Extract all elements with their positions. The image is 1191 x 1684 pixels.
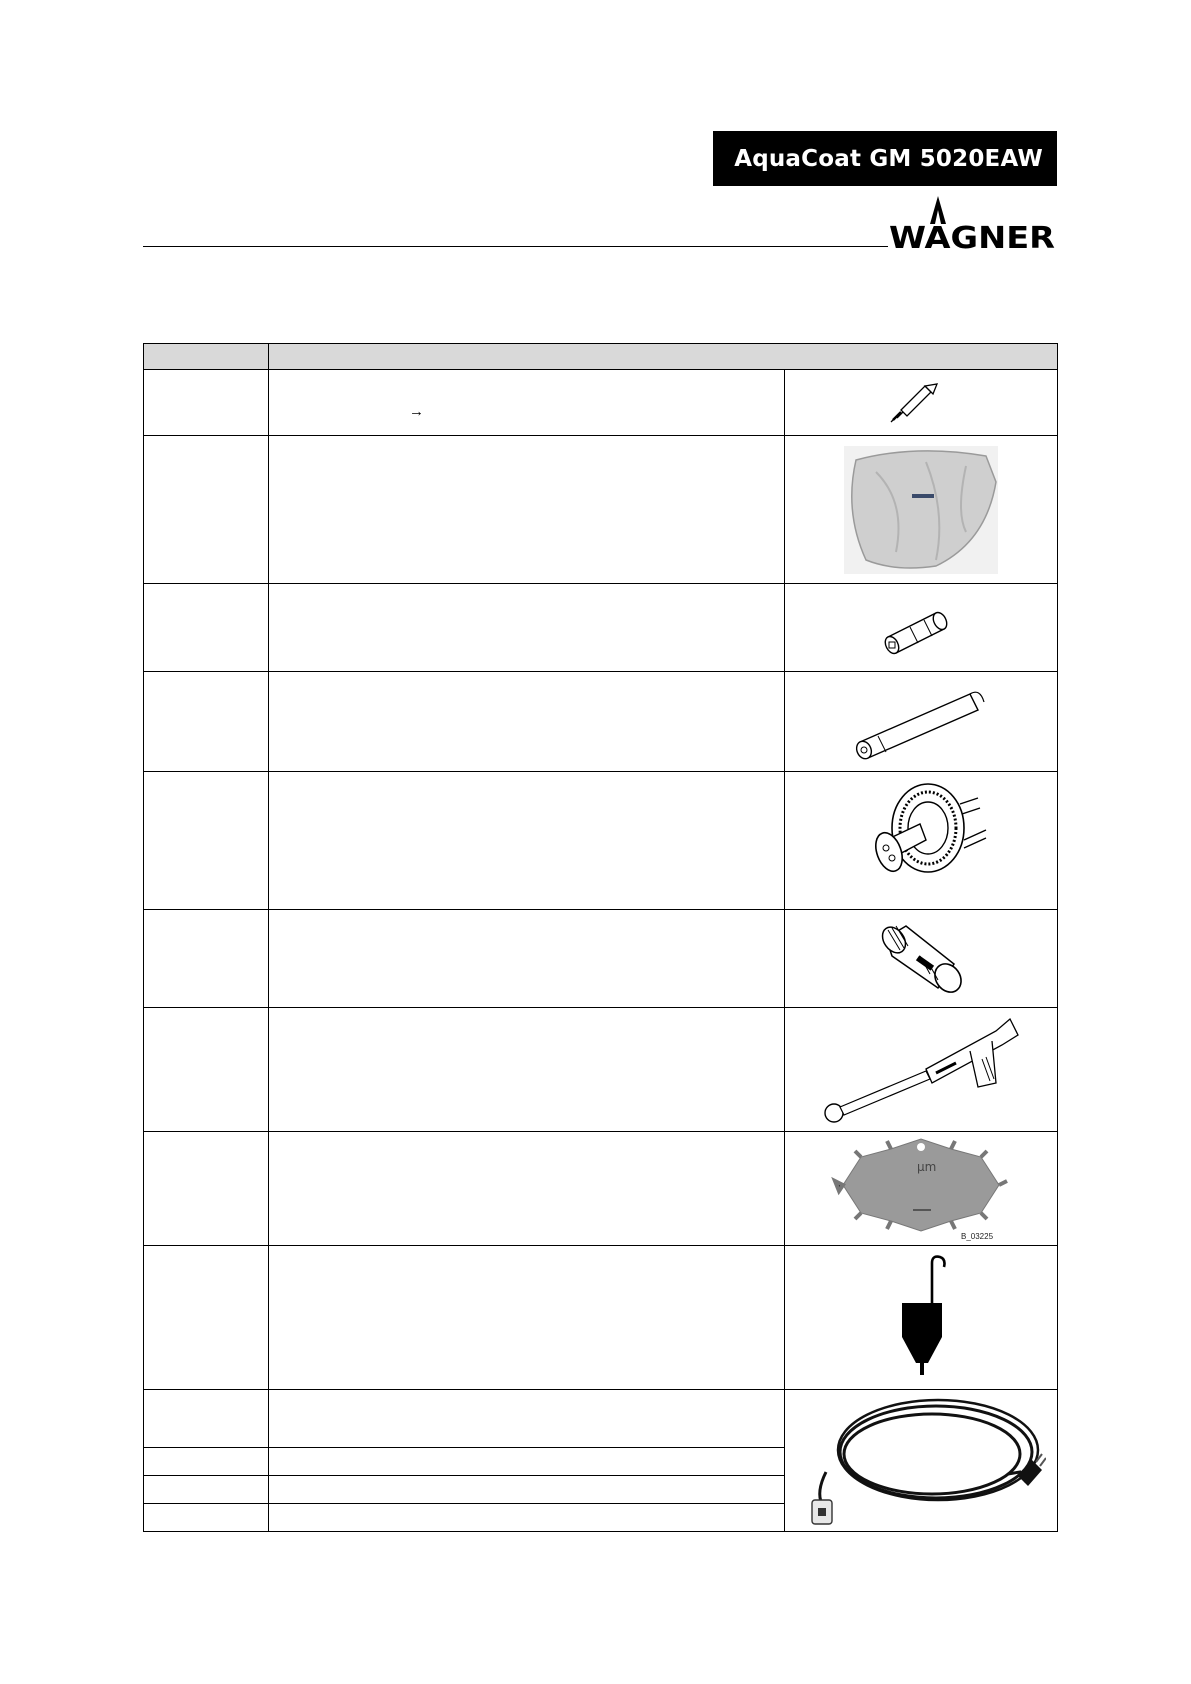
row-id [144, 1504, 269, 1532]
row-id [144, 672, 269, 772]
document-title: AquaCoat GM 5020EAW [713, 131, 1057, 186]
row-id [144, 1246, 269, 1390]
row-desc [269, 1390, 785, 1448]
filter-bag-icon [785, 436, 1058, 584]
svg-text:B_03225: B_03225 [961, 1231, 994, 1241]
row-id [144, 772, 269, 910]
row-desc [269, 1008, 785, 1132]
wagner-logo [888, 194, 1058, 250]
row-desc [269, 436, 785, 584]
thickness-gauge-icon [785, 1132, 1058, 1246]
header-rule [143, 246, 888, 247]
table-row [144, 672, 1058, 772]
row-id [144, 584, 269, 672]
table-row [144, 772, 1058, 910]
table-row [144, 1132, 1058, 1246]
row-id [144, 1008, 269, 1132]
table-header-row [144, 344, 1058, 370]
hex-adapter-icon [785, 910, 1058, 1008]
table-row [144, 370, 1058, 436]
table-row [144, 584, 1058, 672]
valve-tool-icon [785, 772, 1058, 910]
viscosity-cup-icon [785, 1246, 1058, 1390]
power-cable-icon [785, 1390, 1058, 1532]
grease-tube-icon [785, 370, 1058, 436]
row-desc [269, 910, 785, 1008]
svg-text:WAGNER: WAGNER [889, 221, 1055, 250]
row-desc [269, 1476, 785, 1504]
row-id [144, 370, 269, 436]
row-desc [269, 672, 785, 772]
short-socket-wrench-icon [785, 584, 1058, 672]
spray-gun-extension-icon [785, 1008, 1058, 1132]
table-row [144, 1390, 1058, 1448]
row-desc [269, 584, 785, 672]
table-row [144, 1246, 1058, 1390]
row-id [144, 436, 269, 584]
row-desc [269, 1448, 785, 1476]
row-desc [269, 772, 785, 910]
table-row [144, 910, 1058, 1008]
row-desc [269, 1132, 785, 1246]
table-row [144, 436, 1058, 584]
header-cell-desc [269, 344, 1058, 370]
row-id [144, 1390, 269, 1448]
svg-text:μm: μm [917, 1159, 937, 1174]
parts-table [143, 343, 1058, 1532]
row-id [144, 1476, 269, 1504]
row-desc [269, 370, 785, 436]
row-id [144, 1448, 269, 1476]
row-desc [269, 1246, 785, 1390]
long-socket-wrench-icon [785, 672, 1058, 772]
arrow-icon: → [409, 403, 424, 420]
table-row [144, 1008, 1058, 1132]
row-id [144, 1132, 269, 1246]
header-cell-id [144, 344, 269, 370]
row-id [144, 910, 269, 1008]
row-desc [269, 1504, 785, 1532]
